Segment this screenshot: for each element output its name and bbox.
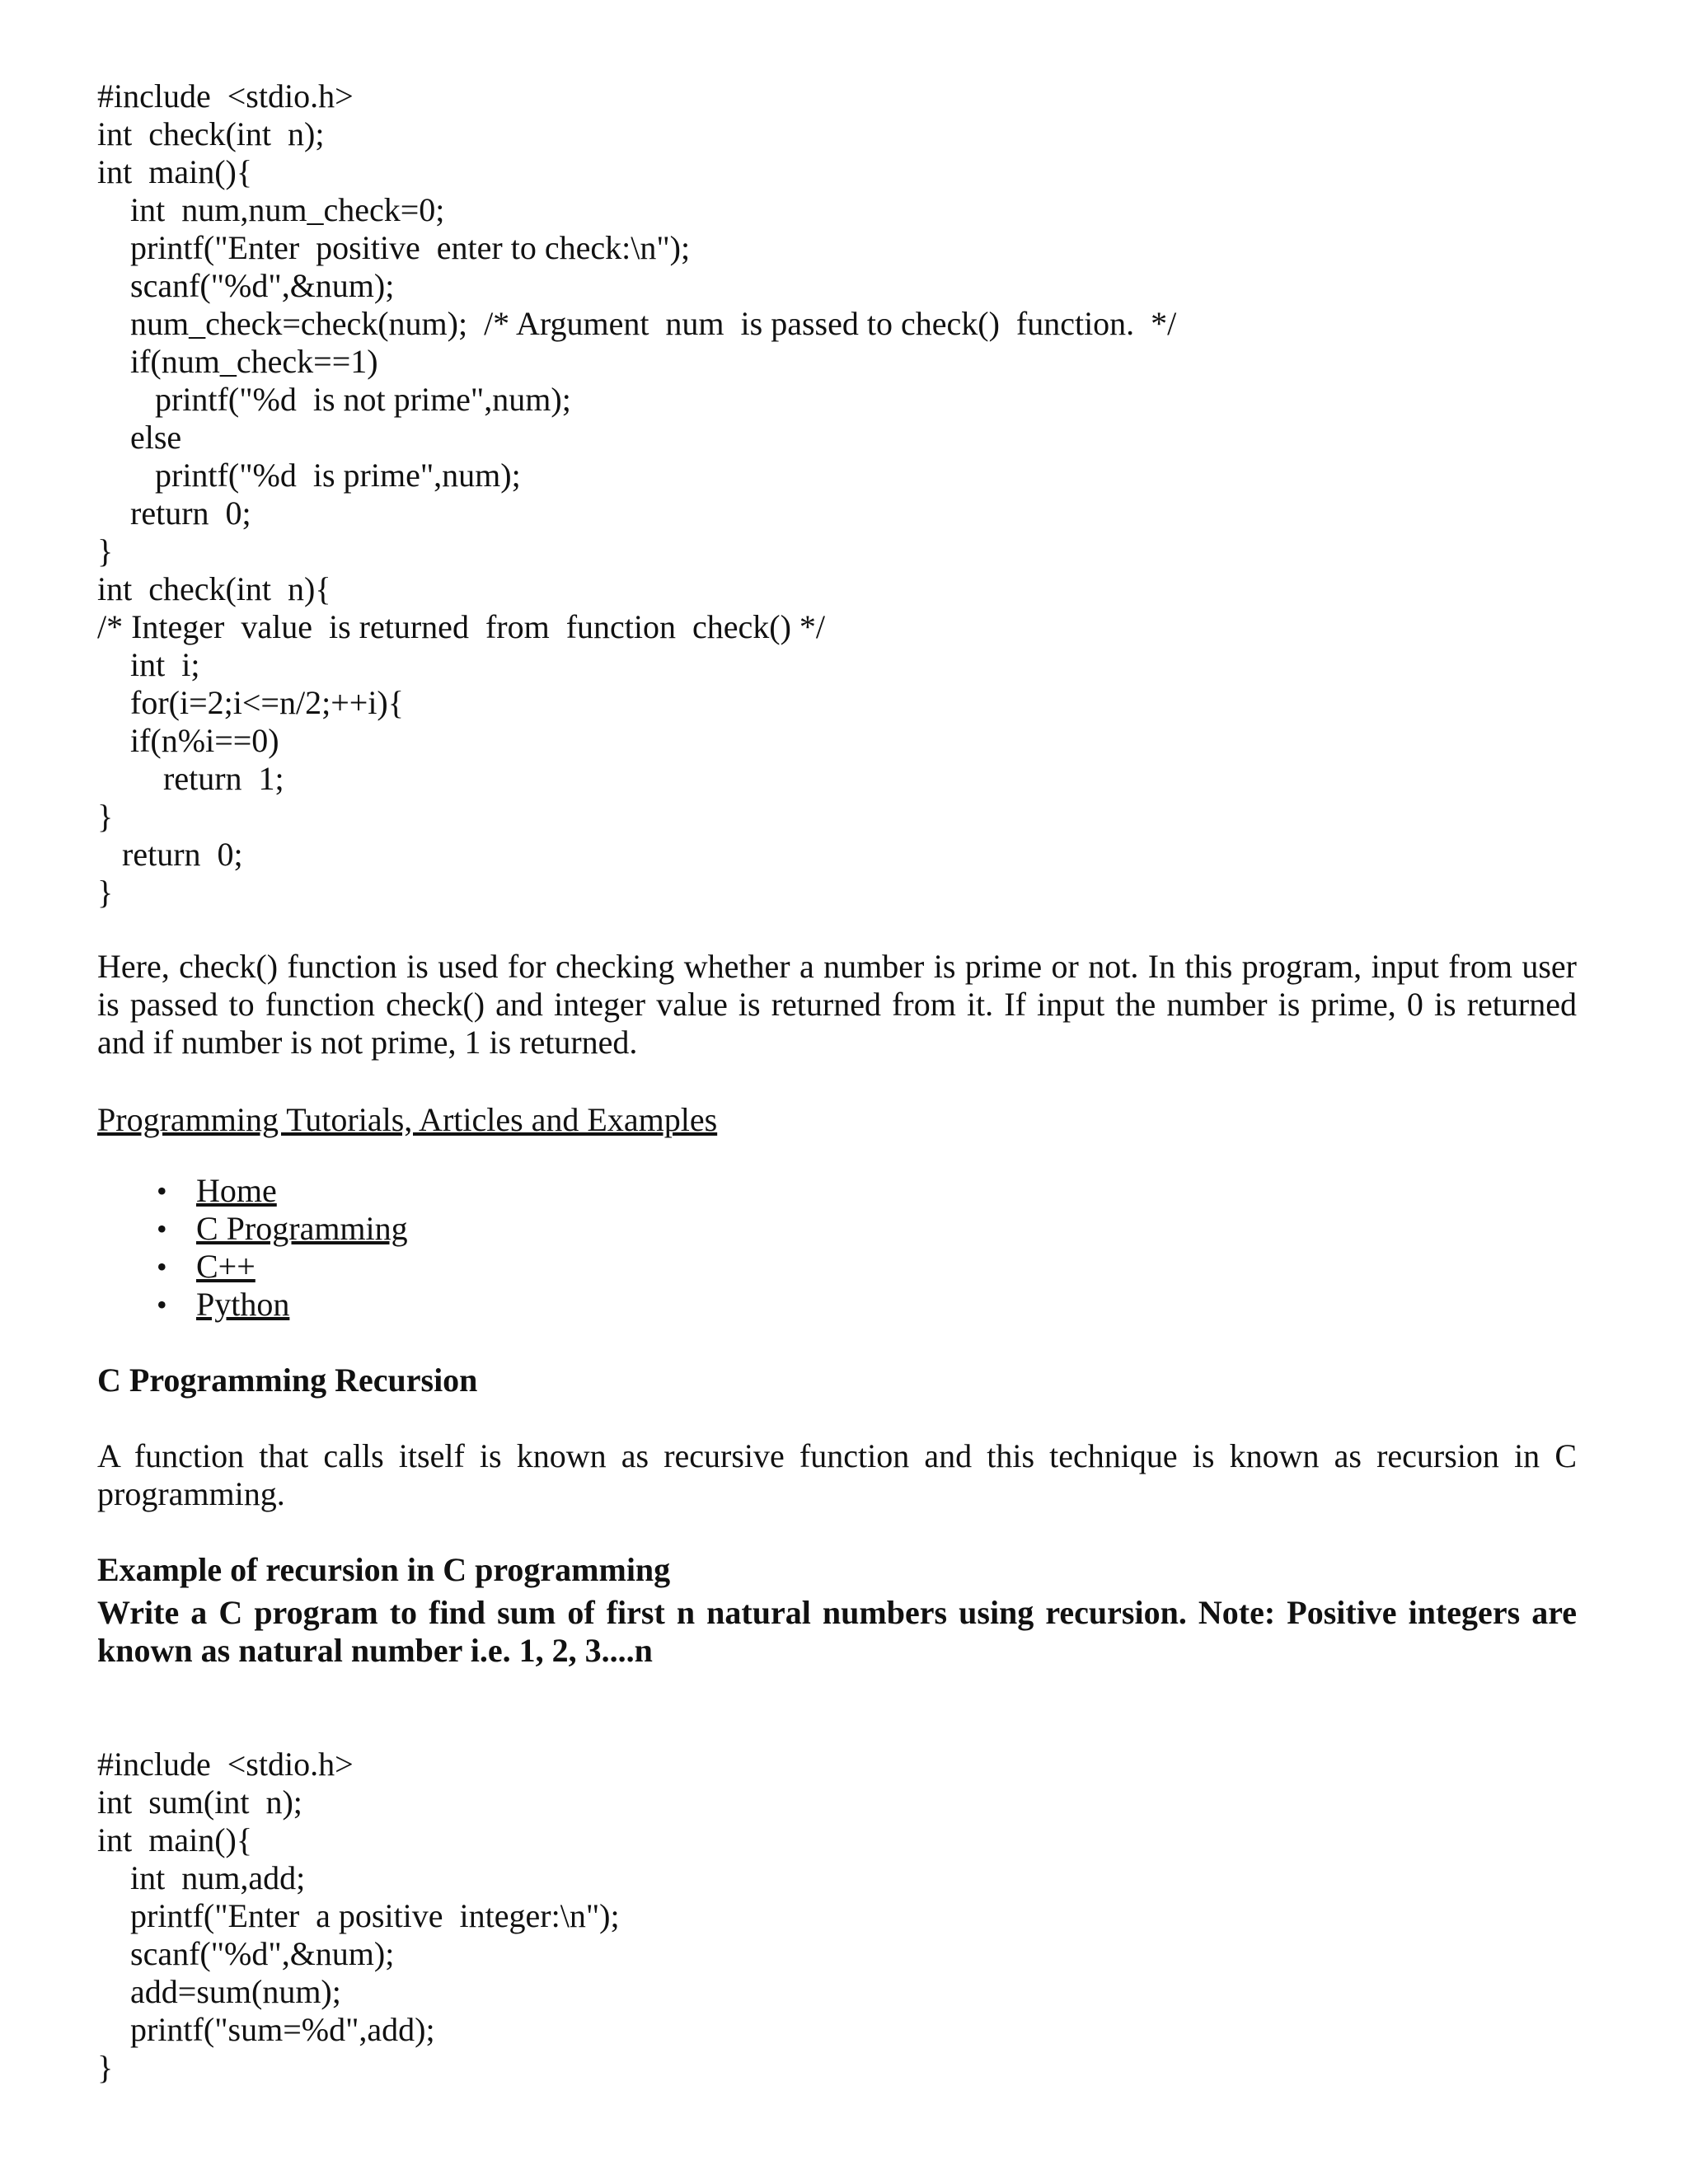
code-line: return 1;	[97, 760, 284, 797]
code-line: }	[97, 532, 114, 569]
code-line: }	[97, 2049, 114, 2086]
code-line: }	[97, 874, 114, 911]
code-line: if(n%i==0)	[97, 722, 279, 759]
code-line: /* Integer value is returned from function check() */	[97, 608, 826, 645]
nav-link-home[interactable]: Home	[196, 1172, 277, 1209]
code-line: printf("Enter positive enter to check:\n");	[97, 229, 691, 266]
code-line: return 0;	[97, 836, 243, 873]
bullet-icon: •	[157, 1174, 167, 1207]
code-line: scanf("%d",&num);	[97, 1935, 395, 1972]
paragraph-line: Here, check() function is used for checking whether a number is prime or not. In this program, input from user	[97, 948, 1577, 985]
recursion-definition	[97, 1437, 1577, 1513]
example-description	[97, 1594, 1577, 1670]
code-line: printf("%d is prime",num);	[97, 457, 521, 494]
code-line: printf("%d is not prime",num);	[97, 381, 571, 418]
section-heading: C Programming Recursion	[97, 1361, 478, 1399]
site-title-link[interactable]: Programming Tutorials, Articles and Examples	[97, 1101, 718, 1138]
paragraph-line: known as natural number i.e. 1, 2, 3....n	[97, 1632, 653, 1669]
paragraph-line: and if number is not prime, 1 is returned.	[97, 1024, 638, 1061]
bullet-icon: •	[157, 1212, 167, 1245]
code-line: printf("sum=%d",add);	[97, 2011, 435, 2048]
bullet-icon: •	[157, 1288, 167, 1321]
code-line: int sum(int n);	[97, 1783, 302, 1821]
nav-link-c-programming[interactable]: C Programming	[196, 1210, 408, 1247]
code-line: #include <stdio.h>	[97, 77, 354, 115]
code-line: if(num_check==1)	[97, 343, 378, 380]
code-line: int i;	[97, 646, 200, 683]
code-line: }	[97, 798, 114, 835]
code-line: printf("Enter a positive integer:\n");	[97, 1897, 620, 1934]
code-line: int num,num_check=0;	[97, 191, 445, 228]
code-line: int main(){	[97, 1821, 253, 1858]
code-line: num_check=check(num); /* Argument num is passed to check() function. */	[97, 305, 1177, 342]
code-line: int check(int n){	[97, 570, 331, 607]
code-line: int main(){	[97, 153, 253, 190]
paragraph-line: is passed to function check() and integer value is returned from it. If input the number is prime, 0 is returned	[97, 986, 1577, 1023]
example-heading: Example of recursion in C programming	[97, 1551, 671, 1588]
code-line: else	[97, 419, 182, 456]
code-line: int check(int n);	[97, 115, 325, 152]
bullet-icon: •	[157, 1250, 167, 1283]
code-line: #include <stdio.h>	[97, 1746, 354, 1783]
code-line: add=sum(num);	[97, 1973, 341, 2010]
nav-link-cpp[interactable]: C++	[196, 1248, 256, 1285]
code-line: scanf("%d",&num);	[97, 267, 395, 304]
code-line: int num,add;	[97, 1859, 306, 1896]
code-line: for(i=2;i<=n/2;++i){	[97, 684, 404, 721]
nav-link-python[interactable]: Python	[196, 1286, 290, 1323]
paragraph-line: A function that calls itself is known as recursive function and this technique is known as recursion in C	[97, 1437, 1577, 1474]
explanation-paragraph	[97, 948, 1577, 1062]
code-line: return 0;	[97, 494, 251, 532]
paragraph-line: programming.	[97, 1475, 285, 1512]
paragraph-line: Write a C program to find sum of first n natural numbers using recursion. Note: Positive integers are	[97, 1594, 1577, 1631]
